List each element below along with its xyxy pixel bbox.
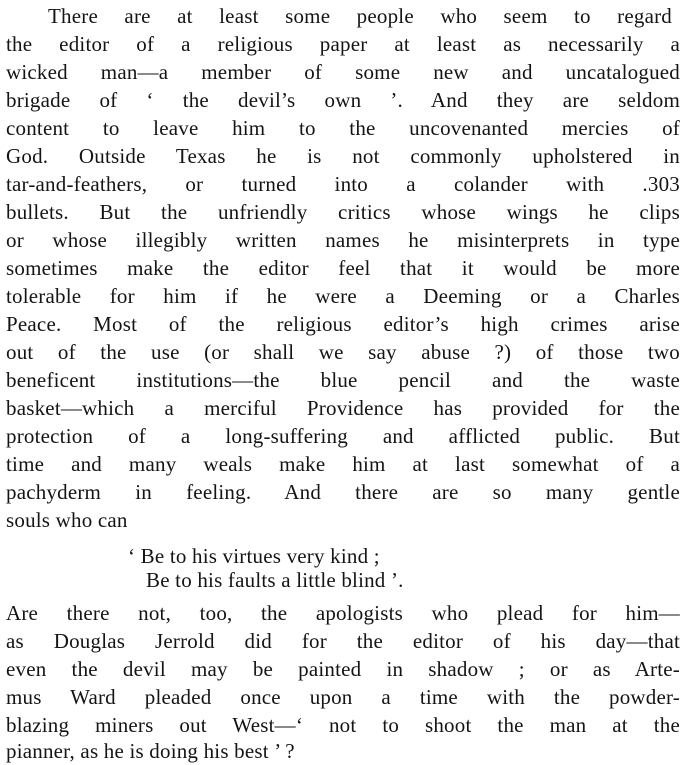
paragraph-1-line-12: Peace. Most of the religious editor’s high crimes arise: [6, 312, 680, 336]
paragraph-1-line-14: beneficent institutions—the blue pencil and the waste: [6, 368, 680, 392]
paragraph-1-line-6: God. Outside Texas he is not commonly upholstered in: [6, 144, 680, 168]
paragraph-1-line-1: There are at least some people who seem to regard: [48, 4, 672, 28]
paragraph-1-line-16: protection of a long-suffering and afflicted public. But: [6, 424, 680, 448]
paragraph-1-line-13: out of the use (or shall we say abuse ?) of those two: [6, 340, 680, 364]
paragraph-1-line-10: sometimes make the editor feel that it would be more: [6, 256, 680, 280]
paragraph-1-line-2: the editor of a religious paper at least as necessarily a: [6, 32, 680, 56]
paragraph-2-line-1: Are there not, too, the apologists who plead for him—: [6, 601, 680, 625]
paragraph-1-line-8: bullets. But the unfriendly critics whose wings he clips: [6, 200, 680, 224]
paragraph-1-line-17: time and many weals make him at last somewhat of a: [6, 452, 680, 476]
paragraph-1-line-18: pachyderm in feeling. And there are so many gentle: [6, 480, 680, 504]
paragraph-1-line-19: souls who can: [6, 508, 128, 532]
paragraph-1-line-7: tar-and-feathers, or turned into a colander with .303: [6, 172, 680, 196]
quote-line-1: ‘ Be to his virtues very kind ;: [128, 544, 380, 568]
paragraph-1-line-9: or whose illegibly written names he misinterprets in type: [6, 228, 680, 252]
paragraph-2-line-6: pianner, as he is doing his best ’ ?: [6, 739, 295, 763]
quote-line-2: Be to his faults a little blind ’.: [146, 568, 404, 592]
paragraph-1-line-5: content to leave him to the uncovenanted mercies of: [6, 116, 680, 140]
paragraph-2-line-5: blazing miners out West—‘ not to shoot the man at the: [6, 713, 680, 737]
paragraph-2-line-3: even the devil may be painted in shadow ; or as Arte-: [6, 657, 680, 681]
paragraph-1-line-4: brigade of ‘ the devil’s own ’. And they are seldom: [6, 88, 680, 112]
paragraph-2-line-2: as Douglas Jerrold did for the editor of his day—that: [6, 629, 680, 653]
paragraph-2-line-4: mus Ward pleaded once upon a time with the powder-: [6, 685, 680, 709]
paragraph-1-line-11: tolerable for him if he were a Deeming or a Charles: [6, 284, 680, 308]
paragraph-1-line-15: basket—which a merciful Providence has provided for the: [6, 396, 680, 420]
paragraph-1-line-3: wicked man—a member of some new and uncatalogued: [6, 60, 680, 84]
